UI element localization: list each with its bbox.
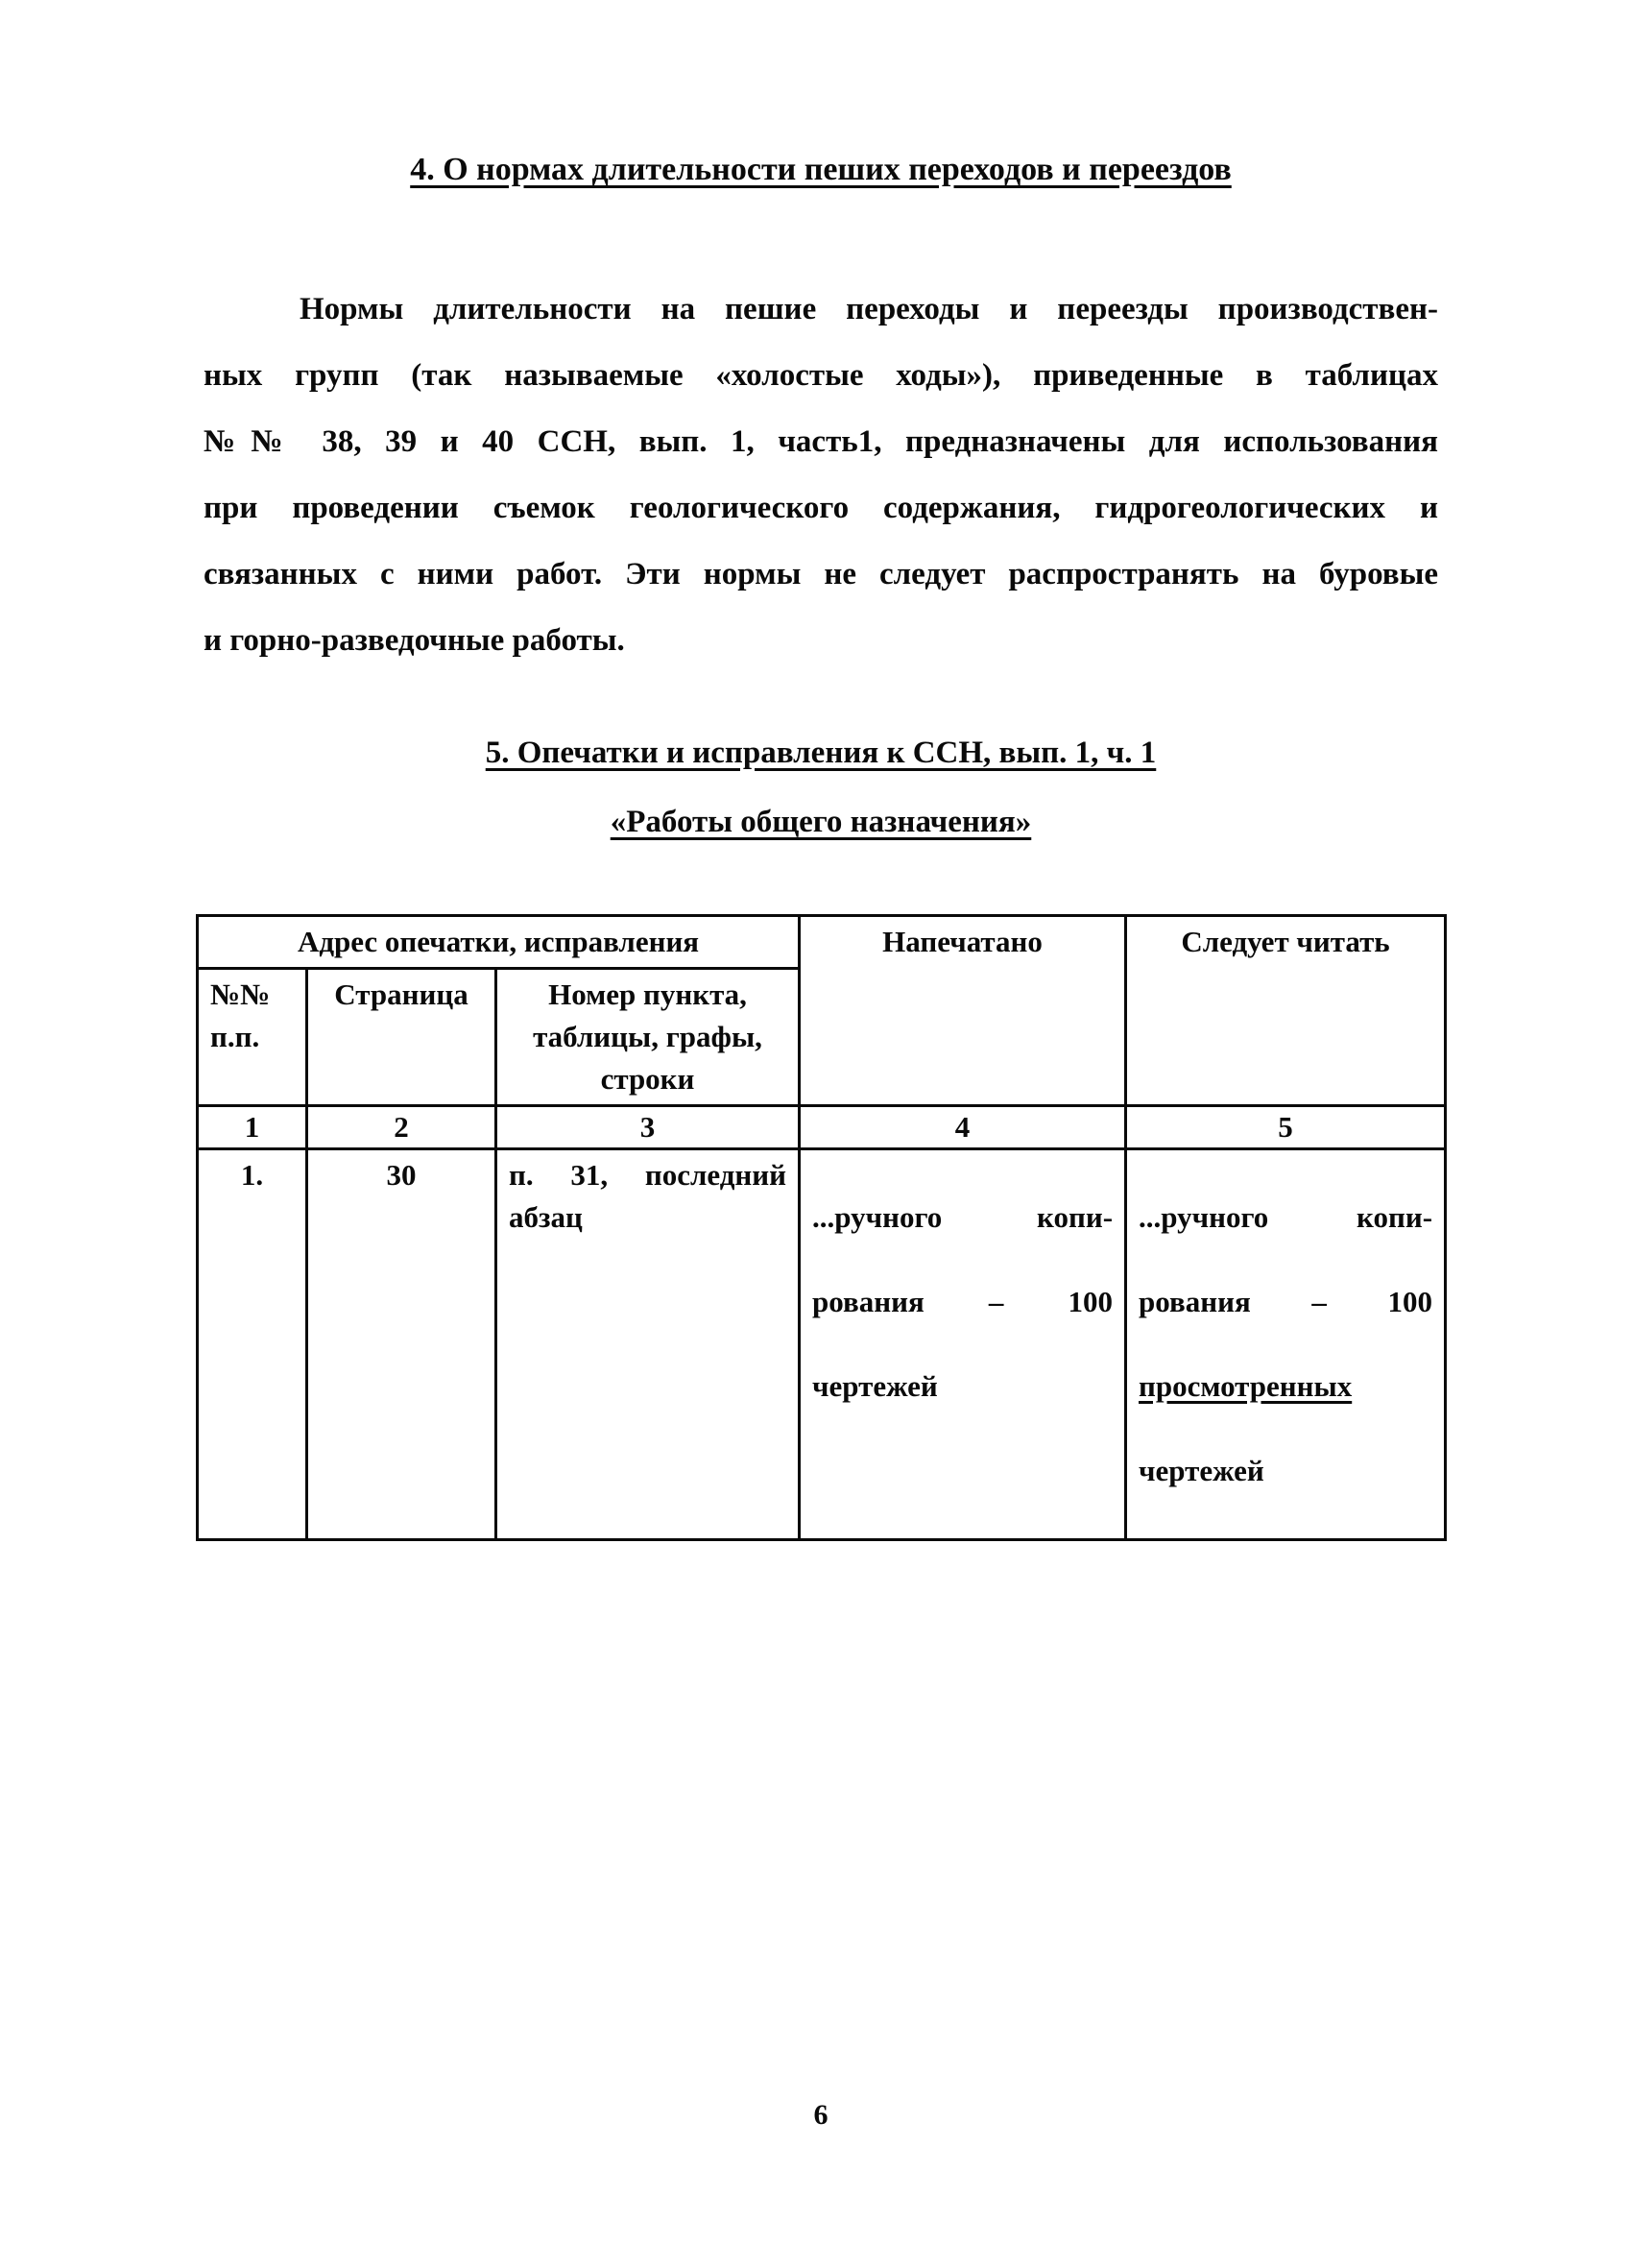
page-number: 6 bbox=[813, 2099, 829, 2131]
paragraph-line: ных групп (так называемые «холостые ходы»), приведенные в таблицах bbox=[204, 358, 1438, 393]
index-cell: 2 bbox=[307, 1106, 496, 1149]
index-cell: 5 bbox=[1126, 1106, 1446, 1149]
section-4-title: 4. О нормах длительности пеших переходов и переездов bbox=[410, 152, 1232, 187]
section-4-paragraph bbox=[204, 277, 1438, 674]
paragraph-line: и горно-разведочные работы. bbox=[204, 623, 625, 658]
printed-line: чертежей bbox=[812, 1369, 938, 1403]
section-5-title bbox=[204, 718, 1438, 857]
cell-item: п. 31, последний абзац bbox=[496, 1149, 800, 1540]
cell-should-read bbox=[1126, 1149, 1446, 1540]
should-read-underlined-word: просмотренных bbox=[1139, 1369, 1353, 1403]
index-cell: 3 bbox=[496, 1106, 800, 1149]
should-read-line: рования – 100 bbox=[1139, 1285, 1433, 1318]
table-group-header-row bbox=[198, 916, 1446, 969]
column-header-should-read: Следует читать bbox=[1126, 916, 1446, 1106]
should-read-line: чертежей bbox=[1139, 1454, 1264, 1487]
column-header-number: №№ п.п. bbox=[198, 969, 307, 1106]
column-header-page: Страница bbox=[307, 969, 496, 1106]
section-5-title-line-1: 5. Опечатки и исправления к ССН, вып. 1, ч. 1 bbox=[485, 736, 1157, 770]
paragraph-line: Нормы длительности на пешие переходы и переезды производствен- bbox=[300, 292, 1438, 326]
printed-line: рования – 100 bbox=[812, 1285, 1114, 1318]
printed-line: ...ручного копи- bbox=[812, 1200, 1114, 1234]
paragraph-line: при проведении съемок геологического содержания, гидрогеологических и bbox=[204, 491, 1438, 525]
table-group-header: Адрес опечатки, исправления bbox=[198, 916, 800, 969]
cell-printed bbox=[800, 1149, 1126, 1540]
index-cell: 4 bbox=[800, 1106, 1126, 1149]
page-content bbox=[204, 0, 1438, 2268]
should-read-line: ...ручного копи- bbox=[1139, 1200, 1433, 1234]
cell-number: 1. bbox=[198, 1149, 307, 1540]
paragraph-line: связанных с ними работ. Эти нормы не следует распространять на буровые bbox=[204, 557, 1438, 591]
column-header-item: Номер пункта, таблицы, графы, строки bbox=[496, 969, 800, 1106]
section-5-title-line-2: «Работы общего назначения» bbox=[610, 805, 1032, 839]
column-header-printed: Напечатано bbox=[800, 916, 1126, 1106]
errata-table bbox=[196, 914, 1447, 1541]
table-index-row bbox=[198, 1106, 1446, 1149]
paragraph-line: №№ 38, 39 и 40 ССН, вып. 1, часть1, предназначены для использования bbox=[204, 424, 1438, 459]
table-row bbox=[198, 1149, 1446, 1540]
cell-page: 30 bbox=[307, 1149, 496, 1540]
index-cell: 1 bbox=[198, 1106, 307, 1149]
